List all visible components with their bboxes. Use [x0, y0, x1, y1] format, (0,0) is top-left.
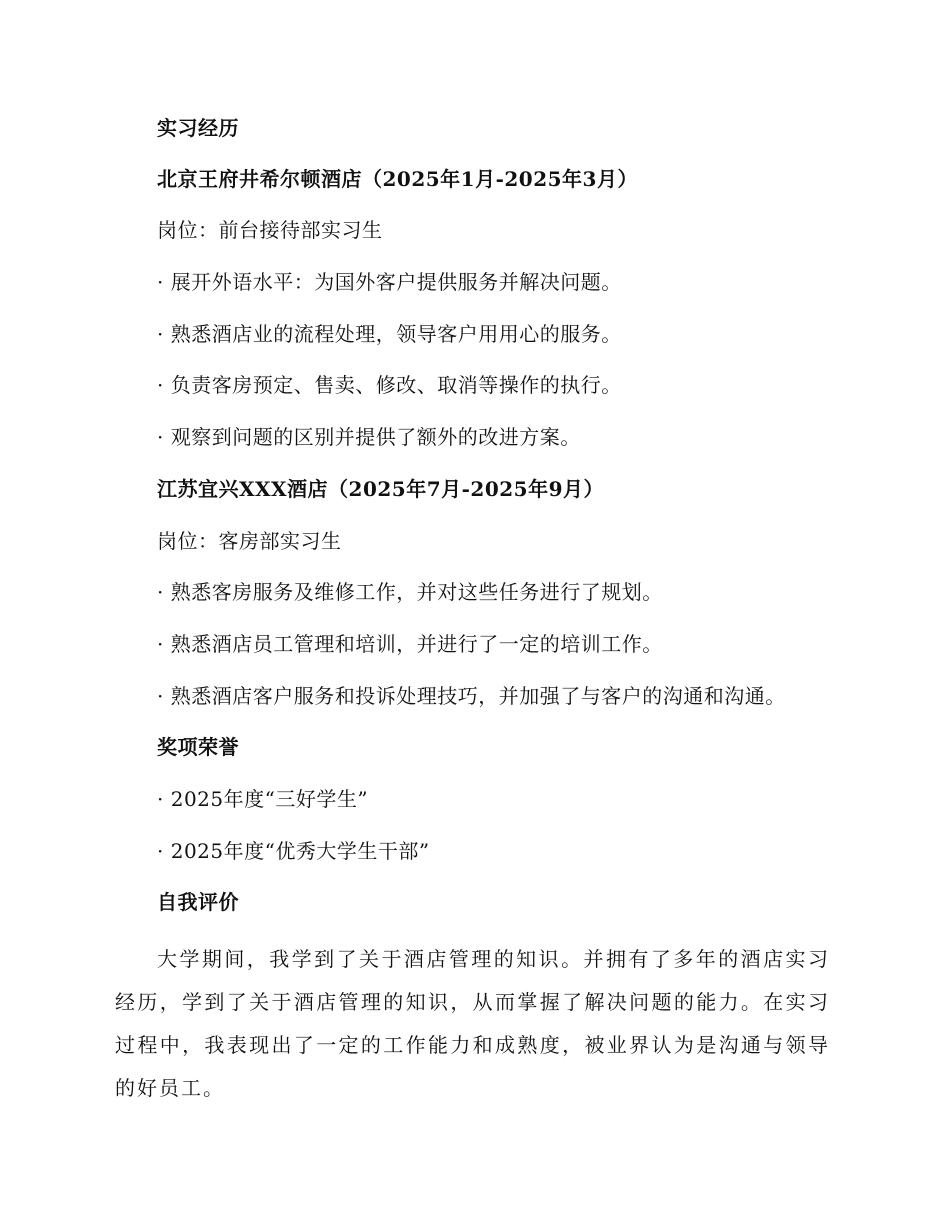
job2-bullet-3: · 熟悉酒店客户服务和投诉处理技巧，并加强了与客户的沟通和沟通。	[157, 684, 786, 708]
job-position-1: 岗位：前台接待部实习生	[157, 218, 383, 242]
award-item-2: · 2025年度“优秀大学生干部”	[157, 839, 430, 863]
job1-bullet-2: · 熟悉酒店业的流程处理，领导客户用用心的服务。	[157, 322, 622, 346]
job1-bullet-3: · 负责客房预定、售卖、修改、取消等操作的执行。	[157, 373, 622, 397]
job2-bullet-2: · 熟悉酒店员工管理和培训，并进行了一定的培训工作。	[157, 632, 663, 656]
job1-bullet-1: · 展开外语水平：为国外客户提供服务并解决问题。	[157, 270, 622, 294]
job2-bullet-1: · 熟悉客房服务及维修工作，并对这些任务进行了规划。	[157, 580, 663, 604]
section-title-internship: 实习经历	[157, 116, 239, 140]
job-heading-1: 北京王府井希尔顿酒店（2025年1月-2025年3月）	[157, 167, 638, 191]
self-eval-paragraph: 大学期间，我学到了关于酒店管理的知识。并拥有了多年的酒店实习经历，学到了关于酒店管理的知识，从而掌握了解决问题的能力。在实习过程中，我表现出了一定的工作能力和成熟度，被业界认为是沟通与领导的好员工。	[115, 947, 830, 1100]
job1-bullet-4: · 观察到问题的区别并提供了额外的改进方案。	[157, 425, 581, 449]
section-title-awards: 奖项荣誉	[157, 735, 239, 759]
job-position-2: 岗位：客房部实习生	[157, 529, 342, 553]
award-item-1: · 2025年度“三好学生”	[157, 787, 369, 811]
job-heading-2: 江苏宜兴XXX酒店（2025年7月-2025年9月）	[157, 477, 605, 501]
section-title-self-eval: 自我评价	[157, 890, 239, 914]
